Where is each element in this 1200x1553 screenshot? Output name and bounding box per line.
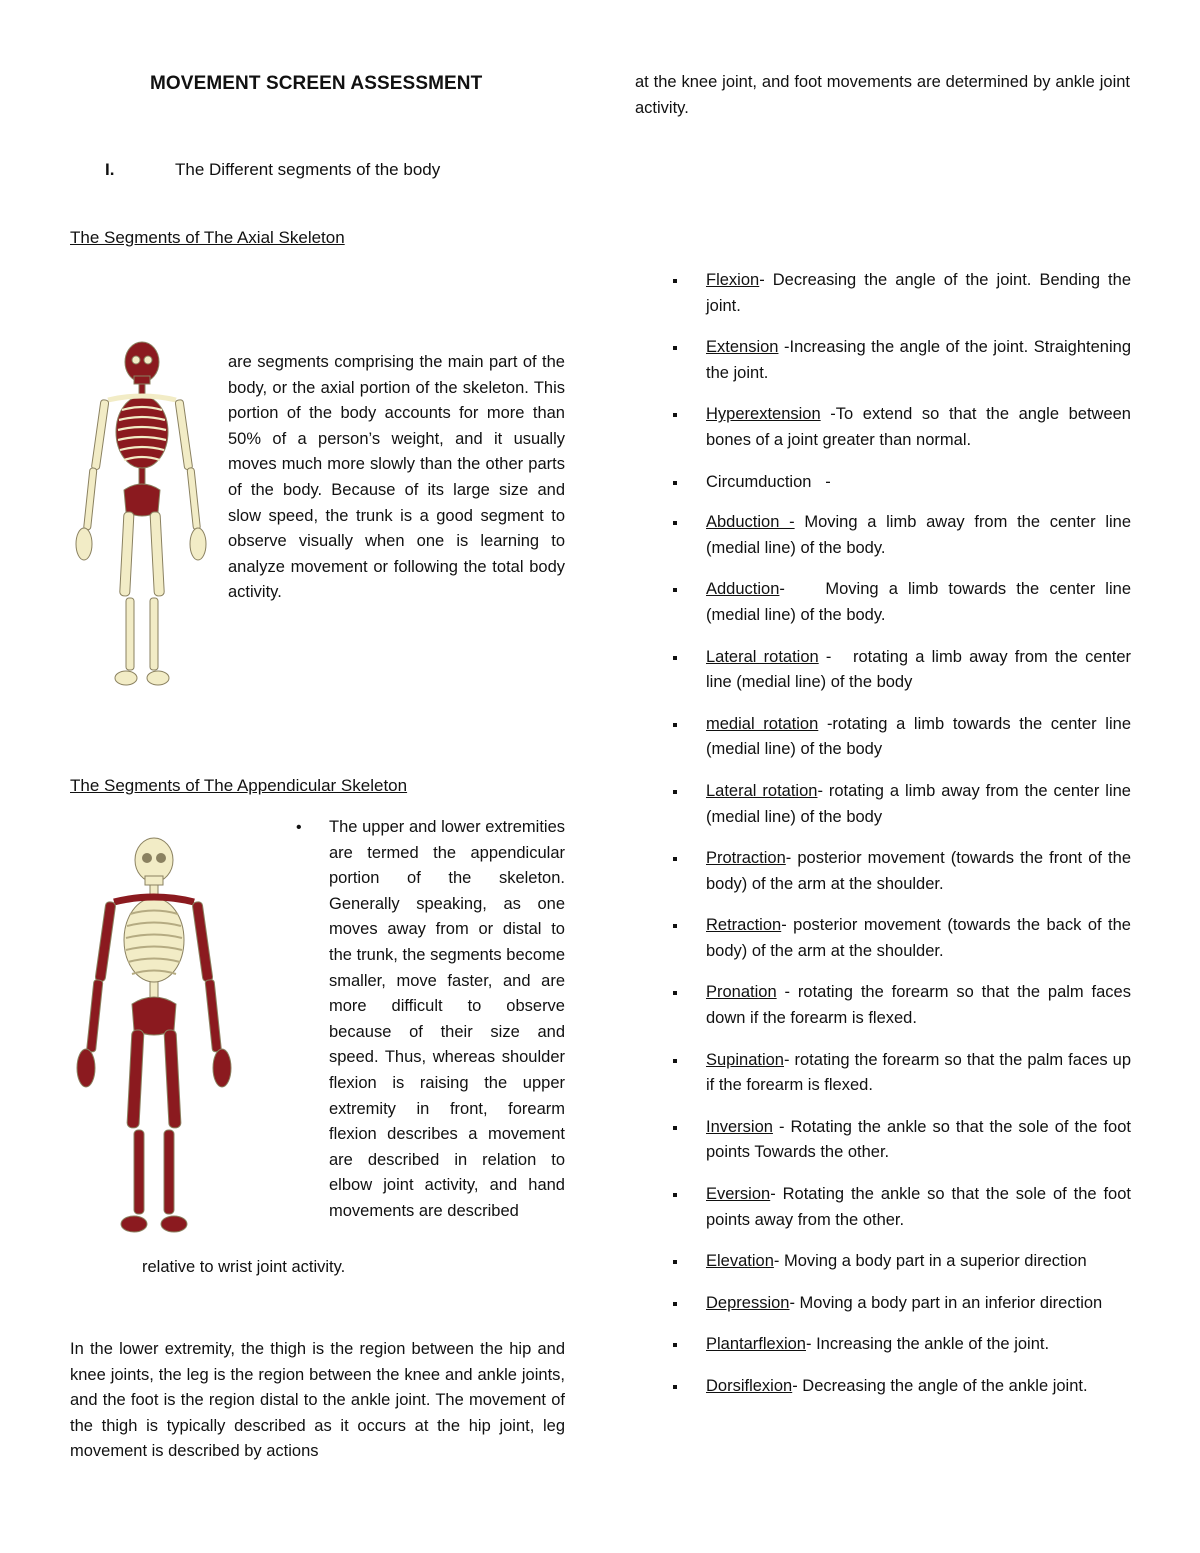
movement-term-item [665,980,1136,1031]
left-foot [115,671,137,685]
movement-term-item [665,1291,1131,1317]
movement-definition: - Moving a limb towards the center line (medial line) of the body. [706,580,1136,624]
movement-term-item [665,913,1136,964]
movement-term: Dorsiflexion [706,1377,793,1395]
movement-definition: - rotating the forearm so that the palm faces down if the forearm is flexed. [706,983,1136,1028]
movement-definition: - posterior movement (towards the back of the body) of the arm at the shoulder. [706,916,1136,960]
movement-term: Adduction [706,580,780,599]
movement-term-item [665,470,1131,496]
movement-term: Depression [706,1293,790,1312]
movement-term: Hyperextension [706,405,821,424]
movement-term: Retraction [706,916,782,935]
jaw [134,376,150,384]
document-title: MOVEMENT SCREEN ASSESSMENT [150,73,483,94]
movement-term-item [665,779,1136,830]
movement-terms-list [665,268,1136,1416]
movement-term-item [665,712,1136,763]
left-hand [76,528,92,560]
left-humerus [91,399,109,469]
movement-term-item [665,1115,1136,1166]
movement-term-item [665,1182,1136,1233]
left-tibia [126,598,134,670]
movement-definition: Moving a limb away from the center line (medial line) of the body. [706,513,1136,557]
movement-definition: -rotating a limb towards the center line (medial line) of the body [706,714,1136,759]
skull [135,838,173,882]
movement-term: Extension [706,338,779,357]
right-foot [161,1216,187,1232]
movement-term-item [665,335,1136,386]
movement-definition: - Rotating the ankle so that the sole of the foot points Towards the other. [706,1117,1136,1162]
movement-definition: - Rotating the ankle so that the sole of the foot points away from the other. [706,1185,1136,1229]
movement-term: Lateral rotation [706,781,818,800]
right-humerus [175,399,193,469]
movement-definition: - rotating a limb away from the center line (medial line) of the body [706,781,1136,826]
movement-term-item [665,1249,1131,1275]
jaw [145,876,163,885]
movement-term-item [665,402,1136,453]
movement-term: Eversion [706,1185,771,1204]
right-tibia [164,1130,174,1214]
section-label: The Different segments of the body [175,160,441,179]
section-number: I. [105,160,115,179]
movement-term: Lateral rotation [706,647,819,666]
movement-term-item [665,1374,1131,1400]
pelvis [124,484,160,516]
left-forearm [86,980,102,1053]
movement-term: Pronation [706,983,777,1002]
eye-socket [143,854,152,863]
movement-term-item [665,645,1136,696]
movement-term-item [665,1332,1131,1358]
continued-paragraph: at the knee joint, and foot movements are determined by ankle joint activity. [635,73,1130,117]
left-hand [77,1049,95,1087]
axial-description: are segments comprising the main part of the body, or the axial portion of the skeleton. This portion of the body accounts for more than 50% of a person’s weight, and it usually moves much more slowly than the other parts of the body. Because of its large size and slow speed, the trunk is a good segment to observe visually when one is learning to analyze movement or following the total body activity. [228,353,565,602]
left-tibia [134,1130,144,1214]
movement-term-item [665,268,1136,319]
movement-definition: -To extend so that the angle between bones of a joint greater than normal. [706,405,1136,449]
movement-term: Elevation [706,1252,774,1271]
lower-extremity-paragraph: In the lower extremity, the thigh is the region between the hip and knee joints, the leg is the region between the knee and ankle joints, and the foot is the region distal to the ankle joint. The movement of the thigh is typically described as it occurs at the hip joint, leg movement is described by actions [70,1340,565,1461]
movement-term-item [665,846,1136,897]
pelvis [132,997,176,1035]
movement-term: medial rotation [706,714,819,733]
movement-definition: Circumduction - [706,472,831,491]
axial-skeleton-figure [68,340,214,690]
section-heading [105,160,440,180]
left-humerus [95,901,116,982]
movement-term: Abduction - [706,513,795,532]
movement-term: Plantarflexion [706,1335,806,1354]
left-femur [127,1030,144,1128]
movement-definition: - rotating the forearm so that the palm faces up if the forearm is flexed. [706,1050,1136,1095]
left-forearm [84,468,97,530]
movement-definition: - Moving a body part in a superior direction [773,1252,1087,1271]
movement-definition: - Increasing the ankle of the joint. [805,1335,1050,1354]
movement-term: Inversion [706,1117,773,1136]
movement-definition: - posterior movement (towards the front of the body) of the arm at the shoulder. [706,849,1136,893]
axial-heading: The Segments of The Axial Skeleton [70,228,345,247]
movement-definition: - Moving a body part in an inferior direction [789,1293,1103,1312]
eye-socket [144,356,152,364]
movement-term-item [665,577,1136,628]
movement-term: Supination [706,1050,784,1069]
right-hand [213,1049,231,1087]
eye-socket [157,854,166,863]
appendicular-skeleton-figure [70,836,238,1238]
movement-term: Protraction [706,849,786,868]
right-femur [164,1030,181,1128]
right-femur [150,512,164,596]
right-tibia [150,598,158,670]
movement-definition: - rotating a limb away from the center line (medial line) of the body [706,647,1136,692]
movement-term: Flexion [706,271,760,289]
right-forearm [187,468,200,530]
left-femur [120,512,134,596]
eye-socket [132,356,140,364]
appendicular-heading: The Segments of The Appendicular Skeleton [70,776,408,795]
appendicular-description: The upper and lower extremities are termed the appendicular portion of the skeleton. Generally speaking, as one moves away from or distal to the trunk, the segments become smaller, move faster, and are more difficult to observe because of their size and speed. Thus, whereas shoulder flexion is raising the upper extremity in front, forearm flexion describes a movement are described in relation to elbow joint activity, and hand movements are described [329,818,565,1220]
left-foot [121,1216,147,1232]
right-forearm [205,979,221,1052]
movement-definition: -Increasing the angle of the joint. Straightening the joint. [706,338,1136,382]
appendicular-description-tail: relative to wrist joint activity. [142,1258,346,1276]
appendicular-bullet: • [296,819,302,836]
right-foot [147,671,169,685]
right-humerus [192,901,213,982]
movement-term-item [665,1048,1136,1099]
movement-definition: - Decreasing the angle of the joint. Bending the joint. [706,271,1136,315]
movement-term-item [665,510,1136,561]
right-hand [190,528,206,560]
movement-definition: - Decreasing the angle of the ankle joint. [792,1377,1088,1395]
